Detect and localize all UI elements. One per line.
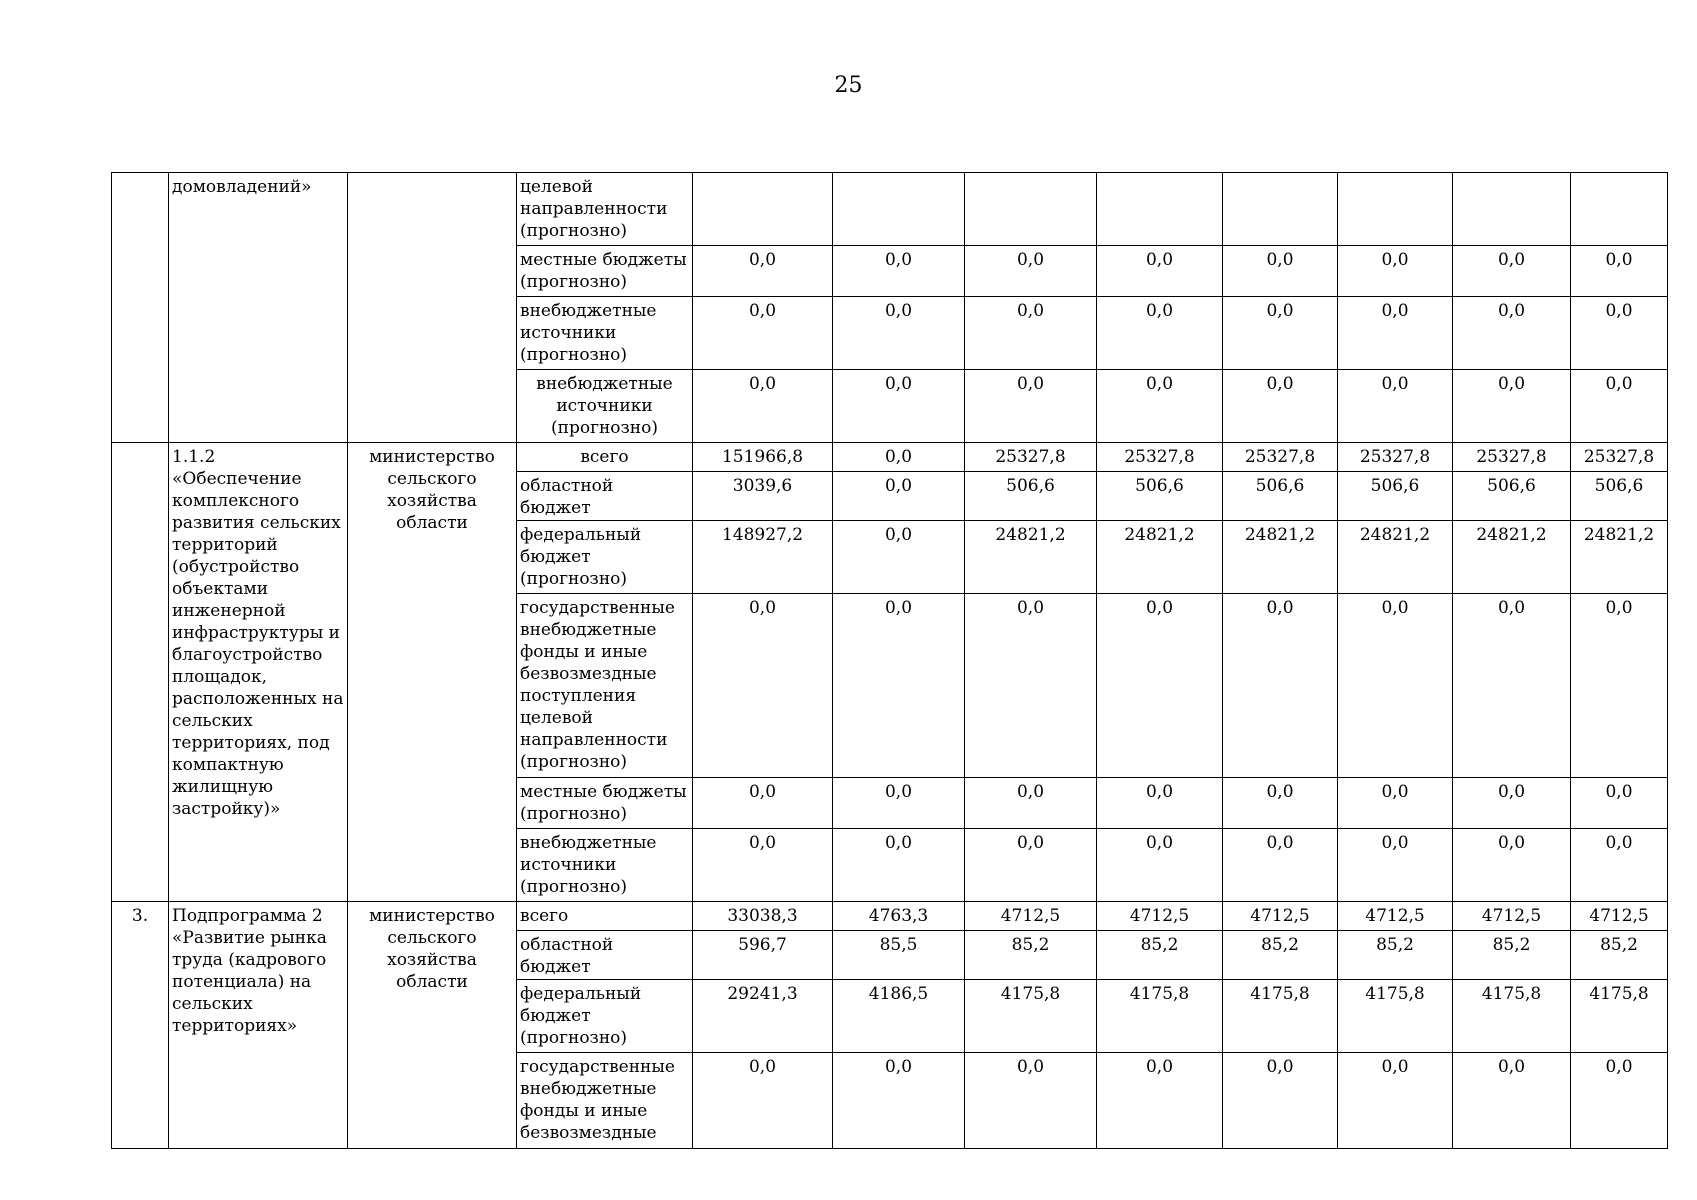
- amount-cell: 0,0: [1453, 594, 1571, 778]
- amount-cell: 4175,8: [1338, 980, 1453, 1053]
- amount-cell: 4175,8: [1097, 980, 1223, 1053]
- amount-cell: 0,0: [833, 1053, 965, 1149]
- amount-cell: 0,0: [833, 297, 965, 370]
- amount-cell: 85,2: [1097, 931, 1223, 980]
- amount-cell: 25327,8: [1097, 443, 1223, 472]
- amount-cell: 0,0: [833, 472, 965, 521]
- program-name: 1.1.2 «Обеспечение комплексного развития сельских территорий (обустройство объектами инженерной инфраструктуры и благоустройство площадок, расположенных на сельских территориях, под компактную жилищную застройку)»: [169, 443, 348, 902]
- funding-source: всего: [517, 443, 693, 472]
- amount-cell: 0,0: [1571, 778, 1668, 829]
- amount-cell: 0,0: [1453, 1053, 1571, 1149]
- amount-cell: [1338, 173, 1453, 246]
- amount-cell: 25327,8: [1223, 443, 1338, 472]
- funding-source: государственные внебюджетные фонды и иные безвозмездные поступления целевой направленности (прогнозно): [517, 594, 693, 778]
- amount-cell: 0,0: [833, 778, 965, 829]
- amount-cell: 24821,2: [1338, 521, 1453, 594]
- amount-cell: 4712,5: [1097, 902, 1223, 931]
- amount-cell: 0,0: [1338, 370, 1453, 443]
- amount-cell: 0,0: [1097, 370, 1223, 443]
- amount-cell: 0,0: [1223, 246, 1338, 297]
- amount-cell: 0,0: [693, 594, 833, 778]
- program-name: Подпрограмма 2 «Развитие рынка труда (кадрового потенциала) на сельских территориях»: [169, 902, 348, 1149]
- amount-cell: 0,0: [1338, 297, 1453, 370]
- funding-source: всего: [517, 902, 693, 931]
- amount-cell: 0,0: [1223, 370, 1338, 443]
- amount-cell: 0,0: [833, 443, 965, 472]
- amount-cell: 0,0: [965, 829, 1097, 902]
- amount-cell: 0,0: [1338, 1053, 1453, 1149]
- amount-cell: 4712,5: [1338, 902, 1453, 931]
- funding-source: федеральный бюджет (прогнозно): [517, 521, 693, 594]
- funding-source: федеральный бюджет (прогнозно): [517, 980, 693, 1053]
- amount-cell: 0,0: [1571, 246, 1668, 297]
- amount-cell: 85,2: [965, 931, 1097, 980]
- amount-cell: 4763,3: [833, 902, 965, 931]
- amount-cell: 506,6: [1338, 472, 1453, 521]
- table-row: [112, 902, 1668, 931]
- amount-cell: 0,0: [833, 829, 965, 902]
- amount-cell: 24821,2: [1453, 521, 1571, 594]
- amount-cell: 85,5: [833, 931, 965, 980]
- amount-cell: 0,0: [1097, 594, 1223, 778]
- amount-cell: [833, 173, 965, 246]
- amount-cell: [1097, 173, 1223, 246]
- amount-cell: 4712,5: [965, 902, 1097, 931]
- page-number: 25: [834, 73, 863, 98]
- amount-cell: 506,6: [965, 472, 1097, 521]
- amount-cell: 25327,8: [965, 443, 1097, 472]
- amount-cell: 0,0: [1097, 778, 1223, 829]
- amount-cell: 0,0: [1223, 1053, 1338, 1149]
- amount-cell: 3039,6: [693, 472, 833, 521]
- funding-source: местные бюджеты (прогнозно): [517, 778, 693, 829]
- executor: [348, 173, 517, 443]
- executor: министерство сельского хозяйства области: [348, 443, 517, 902]
- amount-cell: 0,0: [1223, 778, 1338, 829]
- amount-cell: [1453, 173, 1571, 246]
- amount-cell: 4186,5: [833, 980, 965, 1053]
- amount-cell: 0,0: [1097, 297, 1223, 370]
- amount-cell: 85,2: [1571, 931, 1668, 980]
- amount-cell: 148927,2: [693, 521, 833, 594]
- amount-cell: 25327,8: [1453, 443, 1571, 472]
- amount-cell: 24821,2: [1223, 521, 1338, 594]
- amount-cell: 0,0: [1453, 297, 1571, 370]
- amount-cell: 0,0: [1571, 297, 1668, 370]
- table-row: [112, 443, 1668, 472]
- amount-cell: 0,0: [1338, 594, 1453, 778]
- amount-cell: 85,2: [1338, 931, 1453, 980]
- amount-cell: 0,0: [1571, 370, 1668, 443]
- amount-cell: 0,0: [965, 246, 1097, 297]
- amount-cell: 0,0: [1453, 778, 1571, 829]
- amount-cell: 25327,8: [1338, 443, 1453, 472]
- amount-cell: 0,0: [1223, 829, 1338, 902]
- funding-source: местные бюджеты (прогнозно): [517, 246, 693, 297]
- amount-cell: 0,0: [1338, 829, 1453, 902]
- amount-cell: 0,0: [965, 778, 1097, 829]
- amount-cell: 0,0: [693, 370, 833, 443]
- amount-cell: 506,6: [1223, 472, 1338, 521]
- item-index: [112, 173, 169, 443]
- funding-source: областной бюджет: [517, 931, 693, 980]
- amount-cell: 4175,8: [1453, 980, 1571, 1053]
- amount-cell: 0,0: [1223, 594, 1338, 778]
- amount-cell: 0,0: [1453, 829, 1571, 902]
- amount-cell: 0,0: [1453, 370, 1571, 443]
- amount-cell: 4175,8: [1571, 980, 1668, 1053]
- funding-source: государственные внебюджетные фонды и иные безвозмездные: [517, 1053, 693, 1149]
- amount-cell: 0,0: [965, 594, 1097, 778]
- amount-cell: 33038,3: [693, 902, 833, 931]
- funding-source: внебюджетные источники (прогнозно): [517, 370, 693, 443]
- amount-cell: 0,0: [1571, 594, 1668, 778]
- amount-cell: 0,0: [1223, 297, 1338, 370]
- amount-cell: 4712,5: [1453, 902, 1571, 931]
- amount-cell: [965, 173, 1097, 246]
- funding-source: целевой направленности (прогнозно): [517, 173, 693, 246]
- amount-cell: 4712,5: [1571, 902, 1668, 931]
- amount-cell: 0,0: [965, 297, 1097, 370]
- amount-cell: 0,0: [1097, 1053, 1223, 1149]
- amount-cell: 0,0: [1338, 778, 1453, 829]
- amount-cell: 151966,8: [693, 443, 833, 472]
- amount-cell: 24821,2: [965, 521, 1097, 594]
- amount-cell: 0,0: [833, 521, 965, 594]
- amount-cell: 4175,8: [965, 980, 1097, 1053]
- amount-cell: 24821,2: [1571, 521, 1668, 594]
- budget-table: [111, 172, 1668, 1149]
- amount-cell: 0,0: [693, 246, 833, 297]
- amount-cell: 0,0: [1097, 829, 1223, 902]
- amount-cell: 0,0: [693, 1053, 833, 1149]
- amount-cell: 0,0: [965, 1053, 1097, 1149]
- amount-cell: [1571, 173, 1668, 246]
- amount-cell: 25327,8: [1571, 443, 1668, 472]
- amount-cell: 506,6: [1571, 472, 1668, 521]
- amount-cell: 506,6: [1453, 472, 1571, 521]
- amount-cell: 0,0: [1571, 829, 1668, 902]
- amount-cell: 85,2: [1223, 931, 1338, 980]
- amount-cell: 0,0: [833, 246, 965, 297]
- amount-cell: 4175,8: [1223, 980, 1338, 1053]
- amount-cell: 0,0: [693, 778, 833, 829]
- amount-cell: 85,2: [1453, 931, 1571, 980]
- amount-cell: 0,0: [693, 297, 833, 370]
- item-index: 3.: [112, 902, 169, 1149]
- amount-cell: [1223, 173, 1338, 246]
- amount-cell: 0,0: [693, 829, 833, 902]
- amount-cell: 0,0: [1338, 246, 1453, 297]
- amount-cell: 0,0: [833, 370, 965, 443]
- funding-source: областной бюджет: [517, 472, 693, 521]
- amount-cell: 0,0: [965, 370, 1097, 443]
- item-index: [112, 443, 169, 902]
- amount-cell: 0,0: [1571, 1053, 1668, 1149]
- executor: министерство сельского хозяйства области: [348, 902, 517, 1149]
- amount-cell: [693, 173, 833, 246]
- funding-source: внебюджетные источники (прогнозно): [517, 829, 693, 902]
- amount-cell: 4712,5: [1223, 902, 1338, 931]
- amount-cell: 596,7: [693, 931, 833, 980]
- amount-cell: 506,6: [1097, 472, 1223, 521]
- amount-cell: 0,0: [1453, 246, 1571, 297]
- amount-cell: 0,0: [833, 594, 965, 778]
- funding-source: внебюджетные источники (прогнозно): [517, 297, 693, 370]
- program-name: домовладений»: [169, 173, 348, 443]
- amount-cell: 0,0: [1097, 246, 1223, 297]
- table-row: [112, 173, 1668, 246]
- amount-cell: 24821,2: [1097, 521, 1223, 594]
- amount-cell: 29241,3: [693, 980, 833, 1053]
